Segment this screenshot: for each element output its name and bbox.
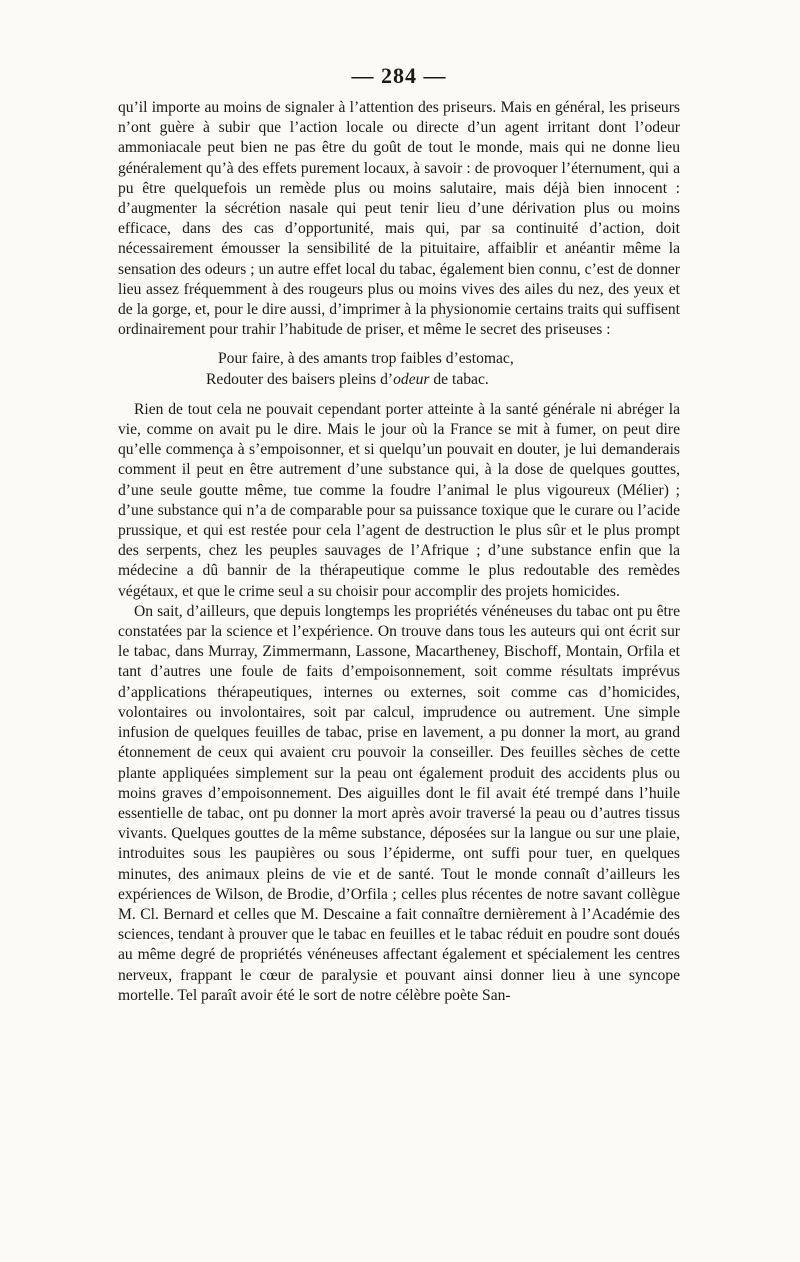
verse-line-2 [206, 370, 680, 390]
paragraph-3: On sait, d’ailleurs, que depuis longtemps les propriétés vénéneuses du tabac ont pu être constatées par la science et l’expérience. On trouve dans tous les auteurs qui ont écrit sur le tabac, dans Murray, Zimmermann, Lassone, Macartheney, Bischoff, Montain, Orfila et tant d’autres une foule de faits d’empoisonnement, soit comme résultats imprévus d’applications thérapeutiques, internes ou externes, soit comme cas d’homicides, volontaires ou involontaires, soit par calcul, imprudence ou autrement. Une simple infusion de quelques feuilles de tabac, prise en lavement, a pu donner la mort, au grand étonnement de ceux qui avaient cru pouvoir la conseiller. Des feuilles sèches de cette plante appliquées simplement sur la peau ont également produit des accidents plus ou moins graves d’empoisonnement. Des aiguilles dont le fil avait été trempé dans l’huile essentielle de tabac, ont pu donner la mort après avoir traversé la peau ou d’autres tissus vivants. Quelques gouttes de la même substance, déposées sur la langue ou sur une plaie, introduites sous les paupières ou sous l’épiderme, ont suffi pour tuer, en quelques minutes, des animaux pleins de vie et de santé. Tout le monde connaît d’ailleurs les expériences de Wilson, de Brodie, d’Orfila ; celles plus récentes de notre savant collègue M. Cl. Bernard et celles que M. Descaine a fait connaître dernièrement à l’Académie des sciences, tendant à prouver que le tabac en feuilles et le tabac réduit en poudre sont doués au même degré de propriétés vénéneuses affectant également et spécialement les centres nerveux, frappant le cœur de paralysie et pouvant ainsi donner lieu à une syncope mortelle. Tel paraît avoir été le sort de notre célèbre poète San- [118, 602, 680, 1004]
body-text [118, 98, 680, 1006]
verse-line-2-end: de tabac. [429, 370, 489, 388]
verse-line-2-italic: odeur [393, 370, 430, 388]
paragraph-1: qu’il importe au moins de signaler à l’attention des priseurs. Mais en général, les priseurs n’ont guère à subir que l’action locale ou directe d’un agent irritant dont l’odeur ammoniacale peut bien ne pas être du goût de tout le monde, mais qui ne donne lieu généralement qu’à des effets purement locaux, à savoir : de provoquer l’éternument, qui a pu être quelquefois un remède plus ou moins salutaire, mais déjà bien innocent : d’augmenter la sécrétion nasale qui peut tenir lieu d’une dérivation plus ou moins efficace, dans des cas d’opportunité, mais qui, par sa continuité d’action, doit nécessairement émousser la sensibilité de la pituitaire, affaiblir et anéantir même la sensation des odeurs ; un autre effet local du tabac, également bien connu, c’est de donner lieu assez fréquemment à des rougeurs plus ou moins vives des ailes du nez, des yeux et de la gorge, et, pour le dire aussi, d’imprimer à la physionomie certains traits qui suffisent ordinairement pour trahir l’habitude de priser, et même le secret des priseuses : [118, 99, 680, 339]
verse-line-2-start: Redouter des baisers pleins d’ [206, 370, 394, 388]
paragraph-2: Rien de tout cela ne pouvait cependant porter atteinte à la santé générale ni abréger la vie, comme on avait pu le dire. Mais le jour où la France se mit à fumer, on peut dire qu’elle commença à s’empoisonner, et si quelqu’un pouvait en douter, je lui demanderais comment il peut en être autrement d’une substance qui, à la dose de quelques gouttes, d’une seule goutte même, tue comme la foudre l’animal le plus vigoureux (Mélier) ; d’une substance qui n’a de comparable pour sa puissance toxique que le curare ou l’acide prussique, et qui est restée pour cela l’agent de destruction le plus sûr et le plus prompt des serpents, chez les peuples sauvages de l’Afrique ; d’une substance enfin que la médecine a dû bannir de la thérapeutique comme le plus redoutable des remèdes végétaux, et que le crime seul a su choisir pour accomplir des projets homicides. [118, 400, 680, 600]
page-number: — 284 — [351, 63, 447, 88]
verse-quote [206, 349, 680, 389]
verse-line-1: Pour faire, à des amants trop faibles d’estomac, [218, 350, 514, 368]
